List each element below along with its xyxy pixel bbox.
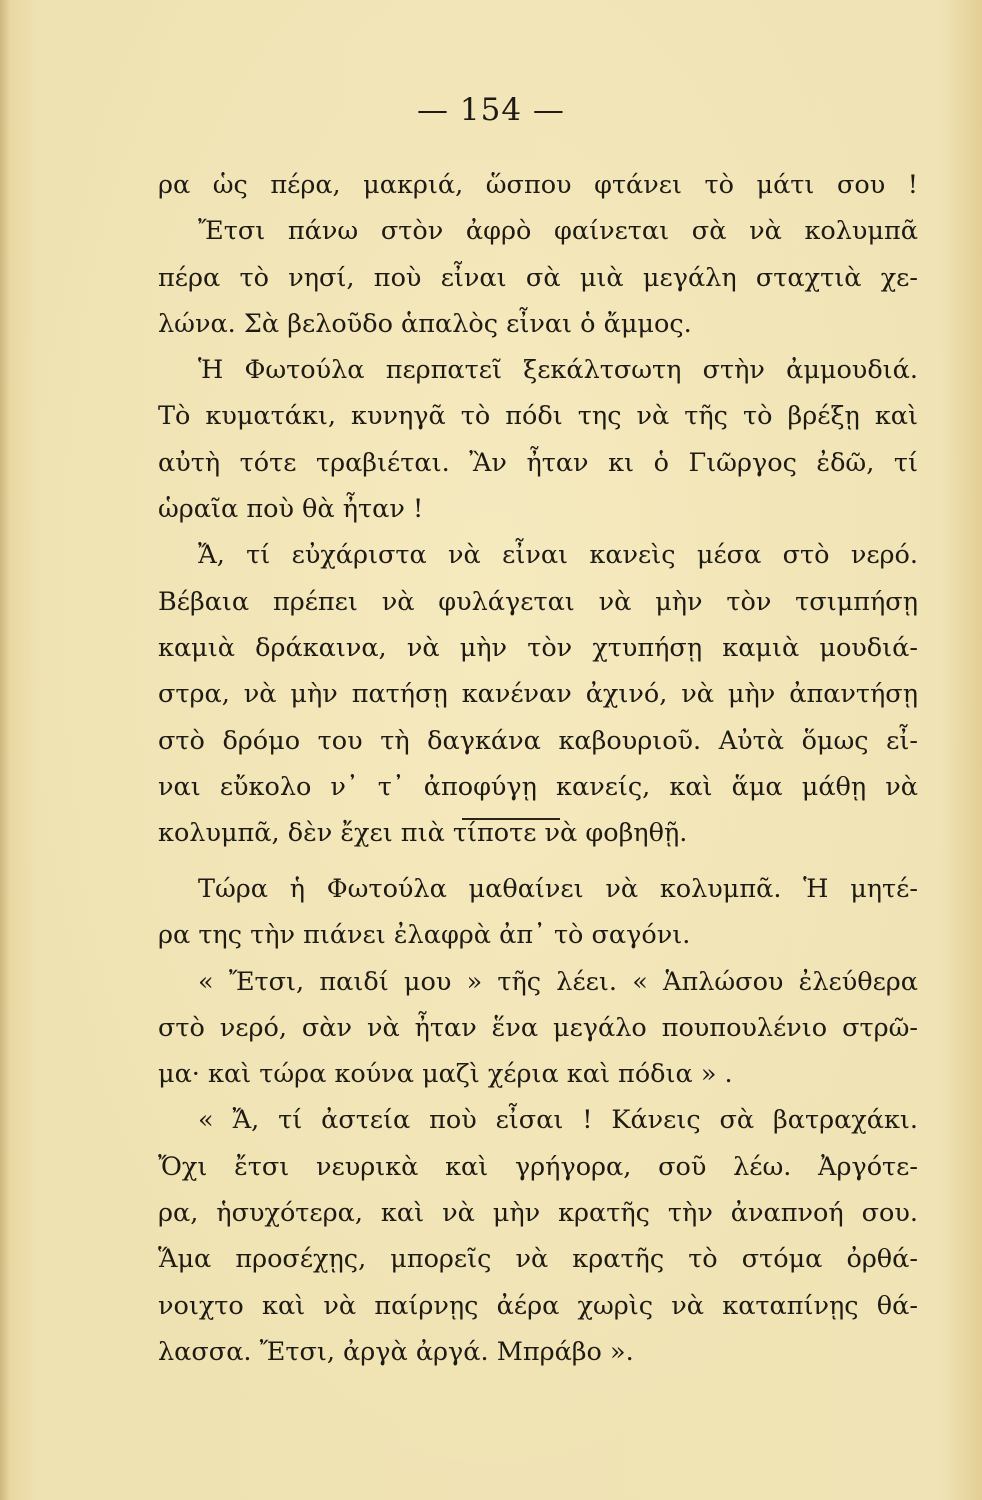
text-line: αὐτὴ τότε τραβιέται. Ἂν ἦταν κι ὁ Γιῶργος ἐδῶ, τί xyxy=(158,447,918,478)
text-line: νοιχτο καὶ νὰ παίρνῃς ἀέρα χωρὶς νὰ καταπίνῃς θά- xyxy=(158,1290,918,1321)
text-line: « Ἄ, τί ἀστεία ποὺ εἶσαι ! Κάνεις σὰ βατραχάκι. xyxy=(198,1105,918,1136)
text-line: στὸ δρόμο του τὴ δαγκάνα καβουριοῦ. Αὐτὰ ὅμως εἶ- xyxy=(158,725,918,756)
text-line: στὸ νερό, σὰν νὰ ἦταν ἕνα μεγάλο πουπουλένιο στρῶ- xyxy=(158,1012,918,1043)
text-line: κολυμπᾶ, δὲν ἔχει πιὰ τίποτε νὰ φοβηθῇ. xyxy=(158,818,688,849)
text-line: ρα, ἡσυχότερα, καὶ νὰ μὴν κρατῆς τὴν ἀναπνοή σου. xyxy=(158,1198,918,1229)
text-line: Βέβαια πρέπει νὰ φυλάγεται νὰ μὴν τὸν τσιμπήσῃ xyxy=(158,586,918,617)
text-line: λασσα. Ἔτσι, ἀργὰ ἀργά. Μπράβο ». xyxy=(158,1336,634,1367)
text-line: πέρα τὸ νησί, ποὺ εἶναι σὰ μιὰ μεγάλη σταχτιὰ χε- xyxy=(158,262,918,293)
text-line: Τὸ κυματάκι, κυνηγᾶ τὸ πόδι της νὰ τῆς τὸ βρέξῃ καὶ xyxy=(158,401,918,432)
text-line: Ἡ Φωτούλα περπατεῖ ξεκάλτσωτη στὴν ἀμμουδιά. xyxy=(198,355,918,386)
text-line: ναι εὔκολο ν᾿ τ᾿ ἀποφύγῃ κανείς, καὶ ἅμα μάθῃ νὰ xyxy=(158,771,918,802)
text-line: Ἔτσι πάνω στὸν ἀφρὸ φαίνεται σὰ νὰ κολυμπᾶ xyxy=(198,216,918,247)
text-line: Τώρα ἡ Φωτούλα μαθαίνει νὰ κολυμπᾶ. Ἡ μητέ- xyxy=(198,874,918,904)
text-line: ὡραῖα ποὺ θὰ ἦταν ! xyxy=(158,494,424,525)
text-block-lower xyxy=(158,866,918,1375)
text-line: Ἄ, τί εὐχάριστα νὰ εἶναι κανεὶς μέσα στὸ νερό. xyxy=(198,540,918,571)
section-divider xyxy=(462,818,560,820)
text-line: καμιὰ δράκαινα, νὰ μὴν τὸν χτυπήσῃ καμιὰ μουδιά- xyxy=(158,632,918,663)
text-block-upper xyxy=(158,162,918,856)
page-number: — 154 — xyxy=(417,92,565,128)
text-line: « Ἔτσι, παιδί μου » τῆς λέει. « Ἁπλώσου ἐλεύθερα xyxy=(198,966,918,997)
text-line: μα· καὶ τώρα κούνα μαζὶ χέρια καὶ πόδια » . xyxy=(158,1059,733,1090)
page-binding-shadow xyxy=(0,0,10,1500)
text-line: ρα της τὴν πιάνει ἐλαφρὰ ἀπ᾿ τὸ σαγόνι. xyxy=(158,920,691,951)
text-line: λώνα. Σὰ βελοῦδο ἁπαλὸς εἶναι ὁ ἄμμος. xyxy=(158,308,692,339)
text-line: ρα ὡς πέρα, μακριά, ὥσπου φτάνει τὸ μάτι σου ! xyxy=(158,170,918,200)
text-line: Ὄχι ἔτσι νευρικὰ καὶ γρήγορα, σοῦ λέω. Ἀργότε- xyxy=(158,1151,918,1182)
text-line: Ἅμα προσέχῃς, μπορεῖς νὰ κρατῆς τὸ στόμα ὀρθά- xyxy=(158,1244,918,1275)
text-line: στρα, νὰ μὴν πατήσῃ κανέναν ἀχινό, νὰ μὴν ἀπαντήσῃ xyxy=(158,679,918,710)
